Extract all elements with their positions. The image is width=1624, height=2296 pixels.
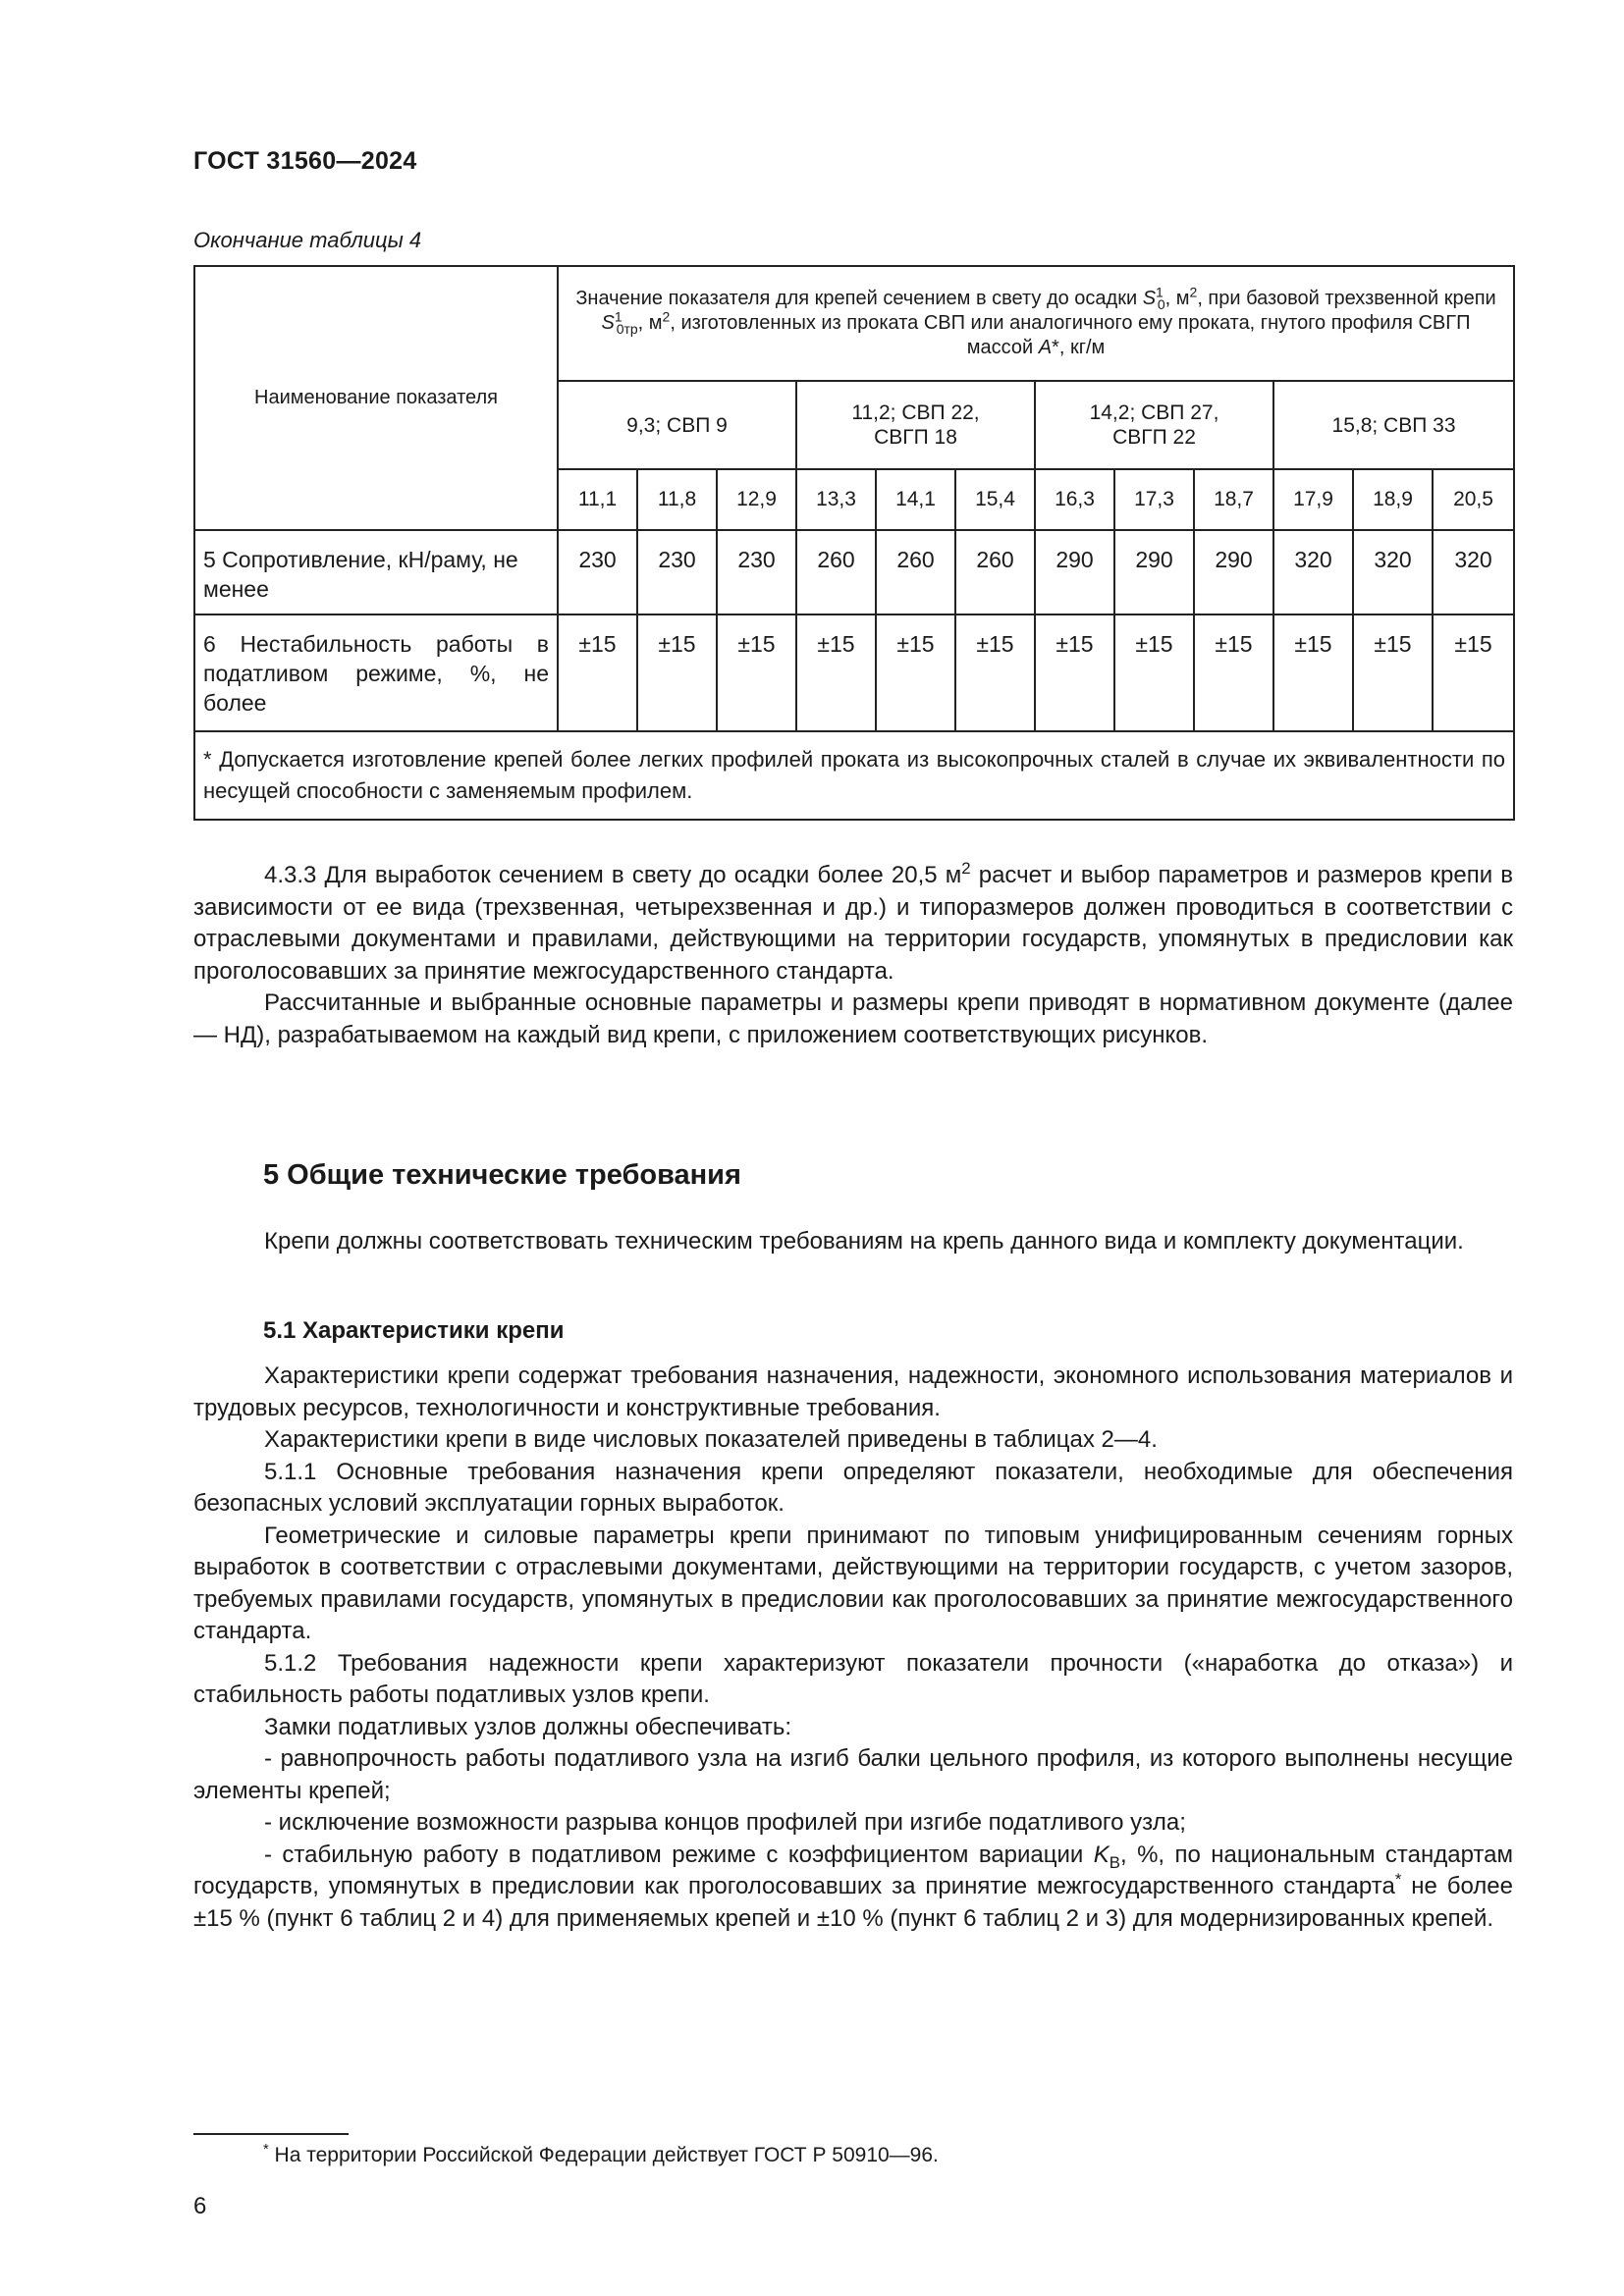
list-item: - равнопрочность работы податливого узла на изгиб балки цельного профиля, из которого выполнены несущие элементы крепей;	[193, 1745, 1513, 1804]
subcolumn-header: 18,7	[1194, 469, 1273, 530]
subcolumn-header: 18,9	[1353, 469, 1433, 530]
subcolumn-header: 11,8	[637, 469, 717, 530]
table-row	[194, 614, 1514, 731]
row-name: 5 Сопротивление, кН/раму, не менее	[194, 530, 558, 614]
paragraph-group-433	[193, 860, 1513, 1051]
table-row	[194, 530, 1514, 614]
document-header: ГОСТ 31560—2024	[193, 147, 417, 175]
subcolumn-header: 20,5	[1433, 469, 1514, 530]
paragraph-5-1-2: 5.1.2 Требования надежности крепи характеризуют показатели прочности («наработка до отказа») и стабильность работы податливых узлов крепи.	[193, 1649, 1513, 1708]
row-name: 6 Нестабильность работы в податливом режиме, %, не более	[194, 614, 558, 731]
group-header: 14,2; СВП 27, СВГП 22	[1035, 381, 1273, 469]
subcolumn-header: 14,1	[876, 469, 955, 530]
table-cell: ±15	[1273, 614, 1353, 731]
group-header: 9,3; СВП 9	[558, 381, 796, 469]
table-cell: ±15	[1114, 614, 1194, 731]
footnote-separator	[193, 2133, 349, 2135]
table-cell: 230	[637, 530, 717, 614]
table-cell: ±15	[1194, 614, 1273, 731]
table-cell: ±15	[796, 614, 876, 731]
table-cell: 260	[796, 530, 876, 614]
paragraph-locks: Замки податливых узлов должны обеспечивать:	[264, 1713, 792, 1740]
column-header-values: Значение показателя для крепей сечением в свету до осадки $S^1_0$, $м^2$, при базовой трехзвенной крепи $S^1_{0тр}$, $м^2$, изготовленных из проката СВП или аналогичного ему проката, гнутого профиля СВГП массой A*, кг/м	[558, 266, 1514, 381]
paragraph-group-51	[193, 1361, 1513, 1935]
table-cell: 230	[558, 530, 637, 614]
paragraph-5-1-1: 5.1.1 Основные требования назначения крепи определяют показатели, необходимые для обеспечения безопасных условий эксплуатации горных выработок.	[193, 1458, 1513, 1517]
section-5-1-title: 5.1 Характеристики крепи	[263, 1317, 565, 1344]
paragraph-calc: Рассчитанные и выбранные основные параметры и размеры крепи приводят в нормативном документе (далее — НД), разрабатываемом на каждый вид крепи, с приложением соответствующих рисунков.	[193, 989, 1513, 1048]
table-4-end	[193, 265, 1515, 821]
subcolumn-header: 15,4	[955, 469, 1035, 530]
page-footnote: * На территории Российской Федерации действует ГОСТ Р 50910—96.	[263, 2142, 939, 2166]
table-cell: ±15	[558, 614, 637, 731]
subcolumn-header: 17,3	[1114, 469, 1194, 530]
subcolumn-header: 11,1	[558, 469, 637, 530]
paragraph-section5: Крепи должны соответствовать техническим требованиям на крепь данного вида и комплекту документации.	[264, 1228, 1464, 1255]
table-cell: ±15	[637, 614, 717, 731]
paragraph-4-3-3: 4.3.3 Для выработок сечением в свету до осадки более 20,5 $м^2$ расчет и выбор параметров и размеров крепи в зависимости от ее вида (трехзвенная, четырехзвенная и др.) и типоразмеров должен проводиться в соответствии с отраслевыми документами и правилами, действующими на территории государств, упомянутых в предисловии как проголосовавших за принятие межгосударственного стандарта.	[193, 859, 1514, 985]
group-header: 15,8; СВП 33	[1273, 381, 1514, 469]
subcolumn-header: 16,3	[1035, 469, 1114, 530]
column-header-name: Наименование показателя	[194, 266, 558, 530]
table-cell: ±15	[876, 614, 955, 731]
table-cell: ±15	[717, 614, 796, 731]
section-5-title: 5 Общие технические требования	[263, 1159, 741, 1191]
table-cell: 320	[1433, 530, 1514, 614]
table-cell: 290	[1114, 530, 1194, 614]
table-cell: 320	[1353, 530, 1433, 614]
group-header: 11,2; СВП 22, СВГП 18	[796, 381, 1035, 469]
table-cell: ±15	[1353, 614, 1433, 731]
paragraph-group-s5	[193, 1226, 1513, 1258]
table-cell: 230	[717, 530, 796, 614]
paragraph-5-1-b: Характеристики крепи в виде числовых показателей приведены в таблицах 2—4.	[264, 1426, 1158, 1453]
page-number: 6	[193, 2193, 207, 2219]
subcolumn-header: 17,9	[1273, 469, 1353, 530]
table-cell: 320	[1273, 530, 1353, 614]
table-caption: Окончание таблицы 4	[193, 228, 422, 252]
table-cell: 290	[1194, 530, 1273, 614]
table-cell: ±15	[955, 614, 1035, 731]
list-item: - исключение возможности разрыва концов профилей при изгибе податливого узла;	[264, 1809, 1186, 1836]
table-cell: 290	[1035, 530, 1114, 614]
table-cell: 260	[876, 530, 955, 614]
table-footnote: * Допускается изготовление крепей более легких профилей проката из высокопрочных сталей в случае их эквивалентности по несущей способности с заменяемым профилем.	[194, 731, 1514, 820]
paragraph-5-1-a: Характеристики крепи содержат требования назначения, надежности, экономного использования материалов и трудовых ресурсов, технологичности и конструктивные требования.	[193, 1362, 1513, 1421]
list-item: - стабильную работу в податливом режиме с коэффициентом вариации $K_B$, %, по национальным стандартам государств, упомянутых в предисловии как проголосовавших за принятие межгосударственного стандарта* не более ±15 % (пункт 6 таблиц 2 и 4) для применяемых крепей и ±10 % (пункт 6 таблиц 2 и 3) для модернизированных крепей.	[193, 1841, 1513, 1932]
subcolumn-header: 13,3	[796, 469, 876, 530]
table-cell: ±15	[1433, 614, 1514, 731]
paragraph-geometry: Геометрические и силовые параметры крепи принимают по типовым унифицированным сечениям горных выработок в соответствии с отраслевыми документами, действующими на территории государств, с учетом зазоров, требуемых правилами государств, упомянутых в предисловии как проголосовавших за принятие межгосударственного стандарта.	[193, 1522, 1513, 1644]
table-cell: 260	[955, 530, 1035, 614]
table-cell: ±15	[1035, 614, 1114, 731]
subcolumn-header: 12,9	[717, 469, 796, 530]
